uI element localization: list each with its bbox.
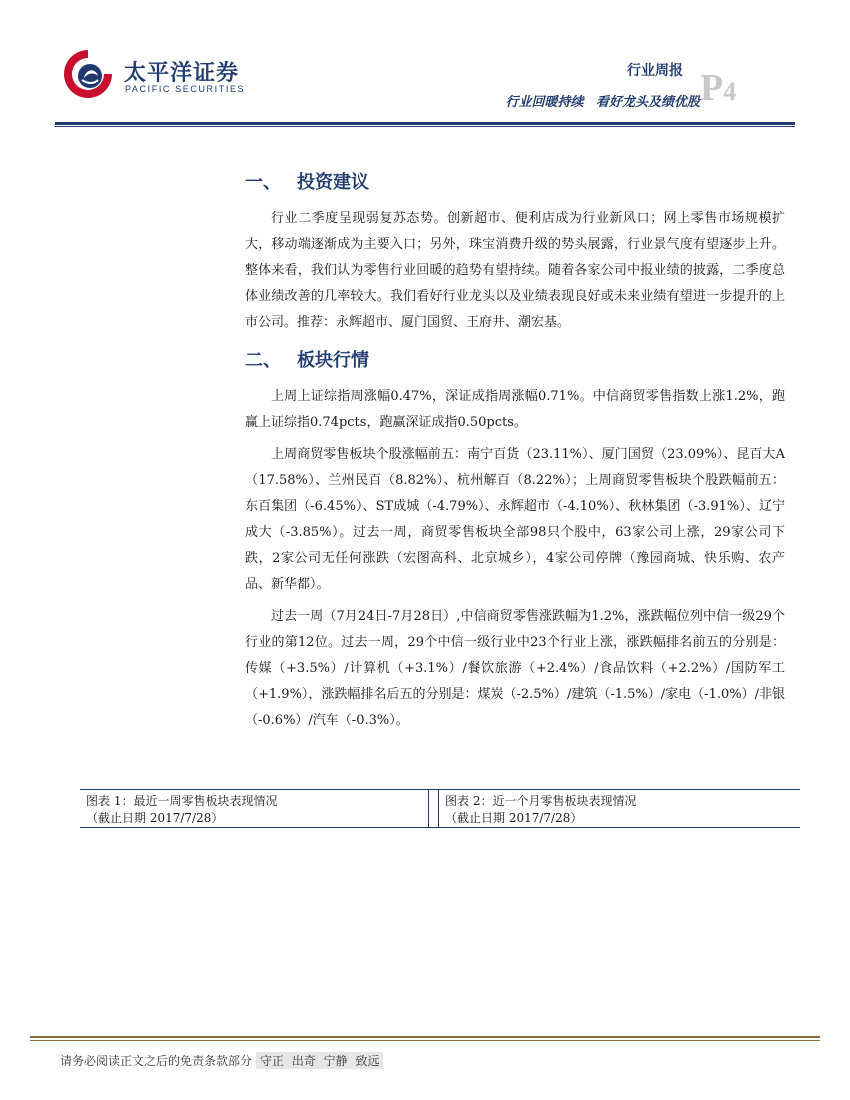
figure-subtitle: （截止日期 2017/7/28） <box>445 811 583 825</box>
footer <box>60 1052 383 1069</box>
divider <box>80 827 800 828</box>
brand-logo-icon <box>60 46 116 102</box>
page-number <box>700 66 736 110</box>
section-title <box>245 346 785 372</box>
report-body <box>245 168 785 736</box>
report-title: 行业回暖持续 看好龙头及绩优股 <box>505 95 700 110</box>
figure-caption-bar <box>80 789 800 829</box>
footer-disclaimer: 请务必阅读正文之后的免责条款部分 <box>60 1054 253 1068</box>
footer-rule-thin <box>30 1040 820 1041</box>
footer-rule <box>30 1036 820 1038</box>
section-title <box>245 168 785 194</box>
section-number: 一、 <box>245 172 281 193</box>
footer-motto: 守正 出奇 宁静 致远 <box>256 1052 383 1069</box>
section-heading: 板块行情 <box>297 350 369 371</box>
figure-subtitle: （截止日期 2017/7/28） <box>86 811 224 825</box>
figure-caption-2 <box>438 789 787 828</box>
section-heading: 投资建议 <box>297 172 369 193</box>
brand-name-cn: 太平洋证券 <box>124 61 240 86</box>
page-number-value: 4 <box>723 77 737 106</box>
paragraph: 过去一周（7月24日-7月28日）,中信商贸零售涨跌幅为1.2%，涨跌幅位列中信一级29个行业的第12位。过去一周，29个中信一级行业中23个行业上涨，涨跌幅排名前五的分别是：传媒（+3.5%）/计算机（+3.1%）/餐饮旅游（+2.4%）/食品饮料（+2.2%）/国防军工（+1.9%），涨跌幅排名后五的分别是：煤炭（-2.5%）/建筑（-1.5%）/家电（-1.0%）/非银（-0.6%）/汽车（-0.3%）。 <box>245 609 785 728</box>
header-rule <box>55 122 795 125</box>
figure-caption-1 <box>80 789 429 828</box>
header-rule-thin <box>55 126 795 127</box>
report-type: 行业周报 <box>627 63 683 79</box>
section-number: 二、 <box>245 350 281 371</box>
brand-name-en: PACIFIC SECURITIES <box>125 84 246 94</box>
paragraph: 上周上证综指周涨幅0.47%，深证成指周涨幅0.71%。中信商贸零售指数上涨1.2%，跑赢上证综指0.74pcts，跑赢深证成指0.50pcts。 <box>245 389 785 430</box>
figure-title: 图表 2：近一个月零售板块表现情况 <box>445 794 637 808</box>
figure-title: 图表 1：最近一周零售板块表现情况 <box>86 794 278 808</box>
paragraph: 上周商贸零售板块个股涨幅前五：南宁百货（23.11%）、厦门国贸（23.09%）、昆百大A（17.58%）、兰州民百（8.82%）、杭州解百（8.22%）；上周商贸零售板块个股跌幅前五：东百集团（-6.45%）、ST成城（-4.79%）、永辉超市（-4.10%）、秋林集团（-3.91%）、辽宁成大（-3.85%）。过去一周，商贸零售板块全部98只个股中，63家公司上涨，29家公司下跌，2家公司无任何涨跌（宏图高科、北京城乡），4家公司停牌（豫园商城、快乐购、农产品、新华都）。 <box>245 447 785 592</box>
brand-logo <box>60 46 260 106</box>
paragraph: 行业二季度呈现弱复苏态势。创新超市、便利店成为行业新风口；网上零售市场规模扩大，移动端逐渐成为主要入口；另外，珠宝消费升级的势头展露，行业景气度有望逐步上升。整体来看，我们认为零售行业回暖的趋势有望持续。随着各家公司中报业绩的披露，二季度总体业绩改善的几率较大。我们看好行业龙头以及业绩表现良好或未来业绩有望进一步提升的上市公司。推荐：永辉超市、厦门国贸、王府井、潮宏基。 <box>245 211 785 330</box>
page-prefix: P <box>700 67 724 109</box>
